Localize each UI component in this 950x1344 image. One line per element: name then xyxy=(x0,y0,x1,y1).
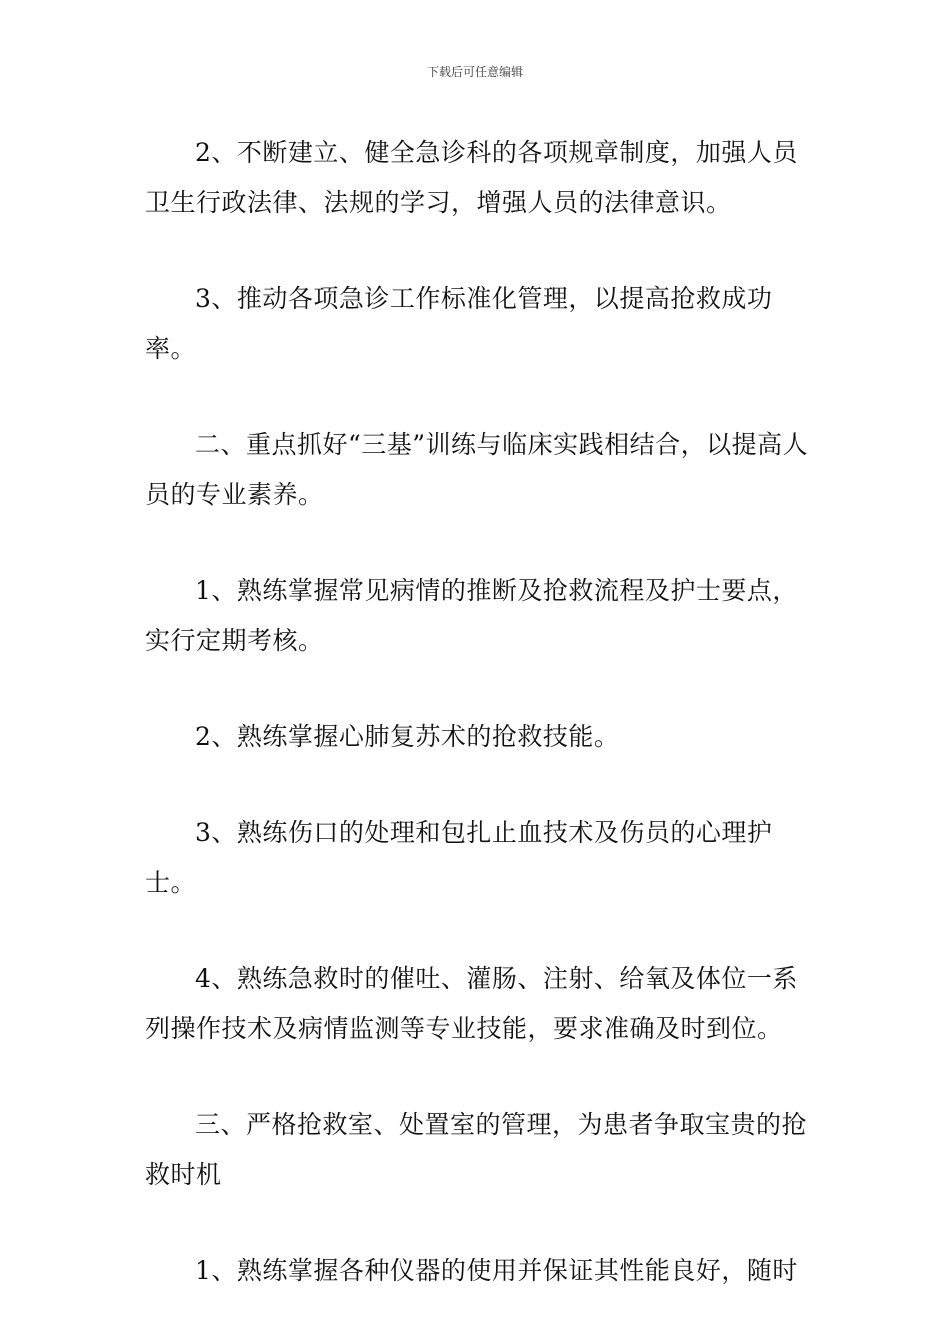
paragraph: 1、熟练掌握各种仪器的使用并保证其性能良好，随时 xyxy=(195,1256,798,1285)
section-heading: 三、严格抢救室、处置室的管理，为患者争取宝贵的抢救时机 xyxy=(145,1110,808,1189)
document-body xyxy=(145,128,810,1342)
paragraph: 1、熟练掌握常见病情的推断及抢救流程及护士要点，实行定期考核。 xyxy=(145,576,798,655)
paragraph: 4、熟练急救时的催吐、灌肠、注射、给氧及体位一系列操作技术及病情监测等专业技能，要求准确及时到位。 xyxy=(145,964,798,1043)
page-header: 下载后可任意编辑 xyxy=(426,65,523,79)
paragraph: 3、熟练伤口的处理和包扎止血技术及伤员的心理护士。 xyxy=(145,818,773,897)
section-heading: 二、重点抓好“三基”训练与临床实践相结合，以提高人员的专业素养。 xyxy=(145,430,809,509)
paragraph: 2、不断建立、健全急诊科的各项规章制度，加强人员卫生行政法律、法规的学习，增强人员的法律意识。 xyxy=(145,138,798,217)
paragraph: 2、熟练掌握心肺复苏术的抢救技能。 xyxy=(195,722,620,751)
paragraph: 3、推动各项急诊工作标准化管理，以提高抢救成功率。 xyxy=(145,284,773,363)
